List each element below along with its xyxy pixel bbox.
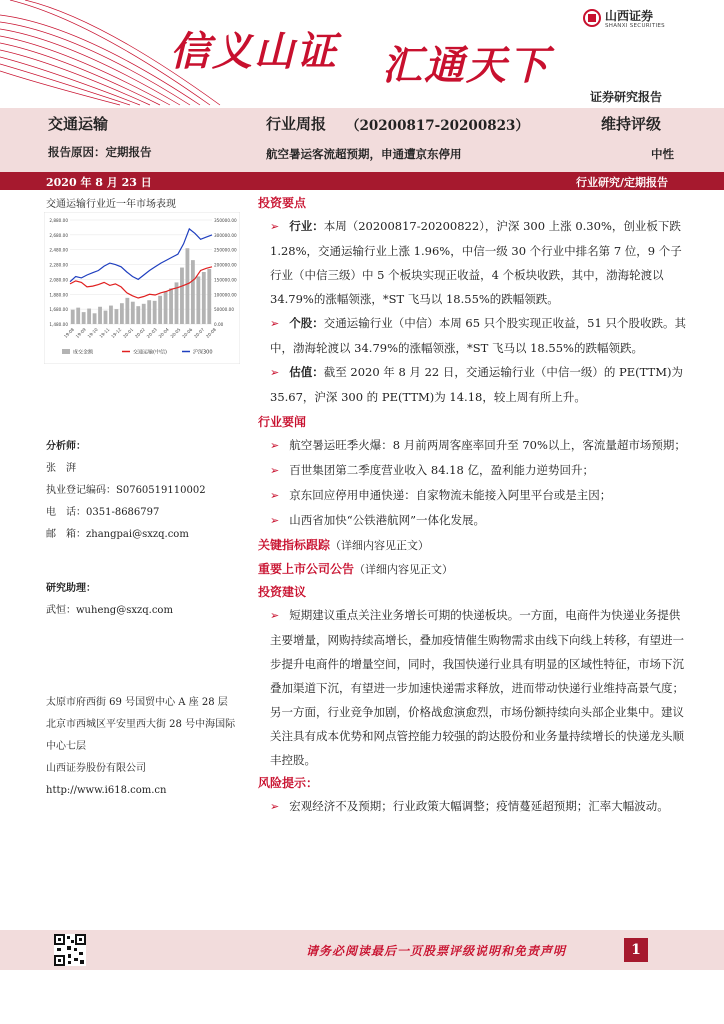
- chart-left-tick-label: 2,480.00: [49, 247, 68, 253]
- chart-right-tick-label: 200000.00: [214, 262, 237, 268]
- address-line: 北京市西城区平安里西大街 28 号中海国际中心七层: [46, 719, 236, 752]
- chart-volume-bar: [93, 313, 97, 324]
- chart-x-tick-label: 20-07: [193, 326, 206, 340]
- bullet-arrow-icon: ➢: [270, 366, 280, 379]
- logo-text: 山西证券: [605, 9, 654, 23]
- bullet-arrow-icon: ➢: [270, 489, 280, 502]
- report-date: 2020 年 8 月 23 日: [46, 176, 152, 189]
- company-name: 山西证券股份有限公司: [46, 763, 146, 774]
- chart-right-tick-label: 350000.00: [214, 218, 237, 223]
- chart-volume-bar: [115, 309, 119, 324]
- chart-x-tick-label: 19-10: [86, 326, 99, 340]
- logo-subtext: SHANXI SECURITIES: [605, 23, 665, 29]
- key-indicators-note: （详细内容见正文）: [330, 539, 430, 552]
- announcements-note: （详细内容见正文）: [354, 563, 454, 576]
- page-number: 1: [624, 938, 648, 962]
- announcements-row: [258, 557, 690, 581]
- announcements-title[interactable]: 重要上市公司公告: [258, 562, 355, 576]
- risk-text-block: [258, 794, 690, 819]
- news-item-text: 航空暑运旺季火爆：8 月前两周客座率回升至 70%以上，客流量超市场预期；: [289, 438, 686, 452]
- chart-volume-bar: [196, 276, 200, 324]
- chart-x-tick-label: 20-08: [204, 326, 218, 340]
- key-point-label: 行业：: [289, 219, 324, 233]
- chart-left-tick-label: 1,880.00: [49, 292, 68, 298]
- footer-disclaimer: 请务必阅读最后一页股票评级说明和免责声明: [306, 944, 567, 958]
- news-item: [258, 508, 690, 533]
- assistant-contact[interactable]: 武恒：wuheng@sxzq.com: [46, 605, 173, 616]
- chart-volume-bar: [158, 296, 162, 324]
- industry-name: 交通运输: [48, 115, 109, 133]
- report-category: 行业研究/定期报告: [576, 176, 669, 189]
- chart-x-tick-label: 19-11: [98, 326, 111, 340]
- analyst-block: [46, 436, 246, 546]
- chart-x-tick-label: 19-12: [110, 326, 123, 340]
- bullet-arrow-icon: ➢: [270, 609, 280, 622]
- chart-left-tick-label: 2,280.00: [49, 262, 68, 268]
- logo-icon: [583, 9, 601, 27]
- chart-volume-bar: [131, 302, 135, 324]
- title-band: [0, 108, 724, 172]
- chart-right-tick-label: 100000.00: [214, 292, 237, 298]
- chart-volume-bar: [71, 310, 75, 324]
- advice-text-block: [258, 603, 690, 772]
- analyst-title: 分析师：: [46, 441, 86, 452]
- chart-left-tick-label: 1,480.00: [49, 322, 68, 327]
- chart-x-tick-label: 19-09: [74, 326, 87, 340]
- date-bar: [0, 172, 724, 190]
- chart-volume-bar: [147, 300, 151, 324]
- chart-volume-bar: [164, 291, 168, 324]
- key-point-industry: [258, 214, 690, 311]
- company-website[interactable]: http://www.i618.com.cn: [46, 785, 167, 796]
- advice-text: 短期建议重点关注业务增长可期的快递板块。一方面，电商件为快递业务提供主要增量，网购持续高增长，叠加疫情催生购物需求由线下向线上转移，有望进一步提升电商件的增量空间，同时，我国快递行业具有明显的区域性特征，市场下沉叠加渠道下沉，有望进一步加速快递需求释放，进而带动快递行业维持高景气度；另一方面，行业竞争加剧，价格战愈演愈烈，市场份额持续向头部企业集中。建议关注具有成本优势和网点管控能力较强的韵达股份和业务量持续增长的快递龙头顺丰控股。: [270, 608, 684, 767]
- chart-x-tick-label: 20-02: [133, 326, 147, 340]
- news-item-text: 京东回应停用申通快递：自家物流未能接入阿里平台或是主因；: [289, 488, 612, 502]
- key-points-title: 投资要点: [258, 196, 307, 210]
- advice-title: 投资建议: [258, 585, 307, 599]
- chart-right-tick-label: 300000.00: [214, 232, 237, 238]
- rating-value: 中性: [651, 147, 674, 161]
- bullet-arrow-icon: ➢: [270, 514, 280, 527]
- industry-news-title: 行业要闻: [258, 415, 307, 429]
- report-headline: 航空暑运客流超预期，申通遭京东停用: [266, 147, 462, 161]
- header: [0, 0, 724, 108]
- chart-volume-bar: [104, 311, 108, 324]
- chart-x-tick-label: 20-05: [169, 326, 182, 340]
- chart-volume-bar: [207, 269, 211, 324]
- market-performance-chart: [44, 212, 240, 364]
- news-item: [258, 458, 690, 483]
- chart-legend-label: 交通运输(中信): [133, 349, 167, 356]
- address-block: [46, 692, 242, 802]
- news-item-text: 百世集团第二季度营业收入 84.18 亿，盈利能力逆势回升；: [289, 463, 594, 477]
- chart-left-tick-label: 2,880.00: [49, 218, 68, 223]
- chart-left-tick-label: 2,080.00: [49, 277, 68, 283]
- chart-volume-bar: [87, 309, 91, 324]
- chart-volume-bar: [98, 307, 102, 324]
- report-type: 证券研究报告: [590, 90, 663, 104]
- chart-x-tick-label: 20-01: [122, 326, 135, 340]
- key-indicators-title[interactable]: 关键指标跟踪: [258, 538, 331, 552]
- bullet-arrow-icon: ➢: [270, 317, 280, 330]
- chart-legend-swatch: [62, 349, 70, 354]
- chart-left-tick-label: 2,680.00: [49, 232, 68, 238]
- news-item-text: 山西省加快“公铁港航网”一体化发展。: [289, 513, 485, 527]
- assistant-block: [46, 578, 246, 622]
- bullet-arrow-icon: ➢: [270, 439, 280, 452]
- key-point-label: 个股：: [289, 316, 324, 330]
- analyst-email[interactable]: 邮 箱：zhangpai@sxzq.com: [46, 529, 189, 540]
- key-point-text: 交通运输行业（中信）本周 65 只个股实现正收益，51 只个股收跌。其中，渤海轮渡以 34.79%的涨幅领涨，*ST 飞马以 18.55%的跌幅领跌。: [270, 316, 686, 355]
- chart-legend-label: 沪深300: [193, 349, 213, 356]
- key-point-text: 本周（20200817-20200822），沪深 300 上涨 0.30%，创业板下跌 1.28%，交通运输行业上涨 1.96%，中信一级 30 个行业中排名第 7 位，9 个子行业（中信三级）中 5 个板块实现正收益，4 个板块收跌，其中，渤海轮渡以 34.79%的涨幅领涨，*ST 飞马以 18.55%的跌幅领跌。: [270, 219, 682, 306]
- chart-right-tick-label: 150000.00: [214, 277, 237, 283]
- report-weekly: 行业周报: [266, 115, 327, 133]
- key-point-text: 截至 2020 年 8 月 22 日，交通运输行业（中信一级）的 PE(TTM)为 35.67，沪深 300 的 PE(TTM)为 14.18，较上周有所上升。: [270, 365, 683, 404]
- bullet-arrow-icon: ➢: [270, 220, 280, 233]
- chart-volume-bar: [120, 303, 124, 324]
- chart-volume-bar: [191, 260, 195, 324]
- chart-volume-bar: [109, 306, 113, 324]
- key-point-valuation: [258, 360, 690, 409]
- chart-volume-bar: [142, 304, 146, 324]
- key-point-label: 估值：: [289, 365, 324, 379]
- rating-label: 维持评级: [601, 115, 662, 133]
- chart-volume-bar: [153, 301, 157, 324]
- news-item: [258, 483, 690, 508]
- news-item: [258, 433, 690, 458]
- chart-volume-bar: [76, 308, 80, 324]
- chart-x-tick-label: 20-03: [145, 326, 158, 340]
- chart-volume-bar: [82, 312, 86, 324]
- chart-volume-bar: [180, 268, 184, 324]
- chart-volume-bar: [136, 306, 140, 324]
- company-logo: [583, 7, 703, 37]
- key-indicators-row: [258, 533, 690, 557]
- analyst-name: 张 湃: [46, 463, 76, 474]
- risk-title: 风险提示：: [258, 776, 319, 790]
- footer-band: [0, 930, 724, 970]
- chart-volume-bar: [125, 298, 129, 324]
- qr-code-icon: [54, 934, 86, 966]
- chart-left-tick-label: 1,680.00: [49, 307, 68, 313]
- bullet-arrow-icon: ➢: [270, 800, 280, 813]
- chart-legend-label: 成交金额: [73, 349, 94, 356]
- chart-volume-bar: [202, 272, 206, 324]
- chart-title: 交通运输行业近一年市场表现: [46, 199, 176, 210]
- chart-right-tick-label: 50000.00: [214, 307, 234, 313]
- chart-right-tick-label: 250000.00: [214, 247, 237, 253]
- analyst-phone: 电 话：0351-8686797: [46, 507, 160, 518]
- chart-volume-bar: [169, 288, 173, 324]
- report-reason: 报告原因：定期报告: [48, 145, 152, 159]
- chart-x-tick-label: 19-08: [62, 326, 76, 340]
- risk-text: 宏观经济不及预期；行业政策大幅调整；疫情蔓延超预期；汇率大幅波动。: [289, 799, 669, 813]
- address-line: 太原市府西街 69 号国贸中心 A 座 28 层: [46, 697, 228, 708]
- chart-right-tick-label: 0.00: [214, 322, 224, 327]
- analyst-license: 执业登记编码：S0760519110002: [46, 485, 206, 496]
- slogan-left: 信义山证: [170, 29, 338, 75]
- bullet-arrow-icon: ➢: [270, 464, 280, 477]
- chart-x-tick-label: 20-04: [157, 326, 170, 340]
- chart-volume-bar: [186, 248, 190, 324]
- key-point-stocks: [258, 311, 690, 360]
- slogan-right: 汇通天下: [382, 43, 550, 89]
- main-content: [258, 192, 690, 819]
- report-period: （20200817-20200823）: [346, 118, 529, 134]
- chart-x-tick-label: 20-06: [181, 326, 194, 340]
- assistant-title: 研究助理：: [46, 583, 96, 594]
